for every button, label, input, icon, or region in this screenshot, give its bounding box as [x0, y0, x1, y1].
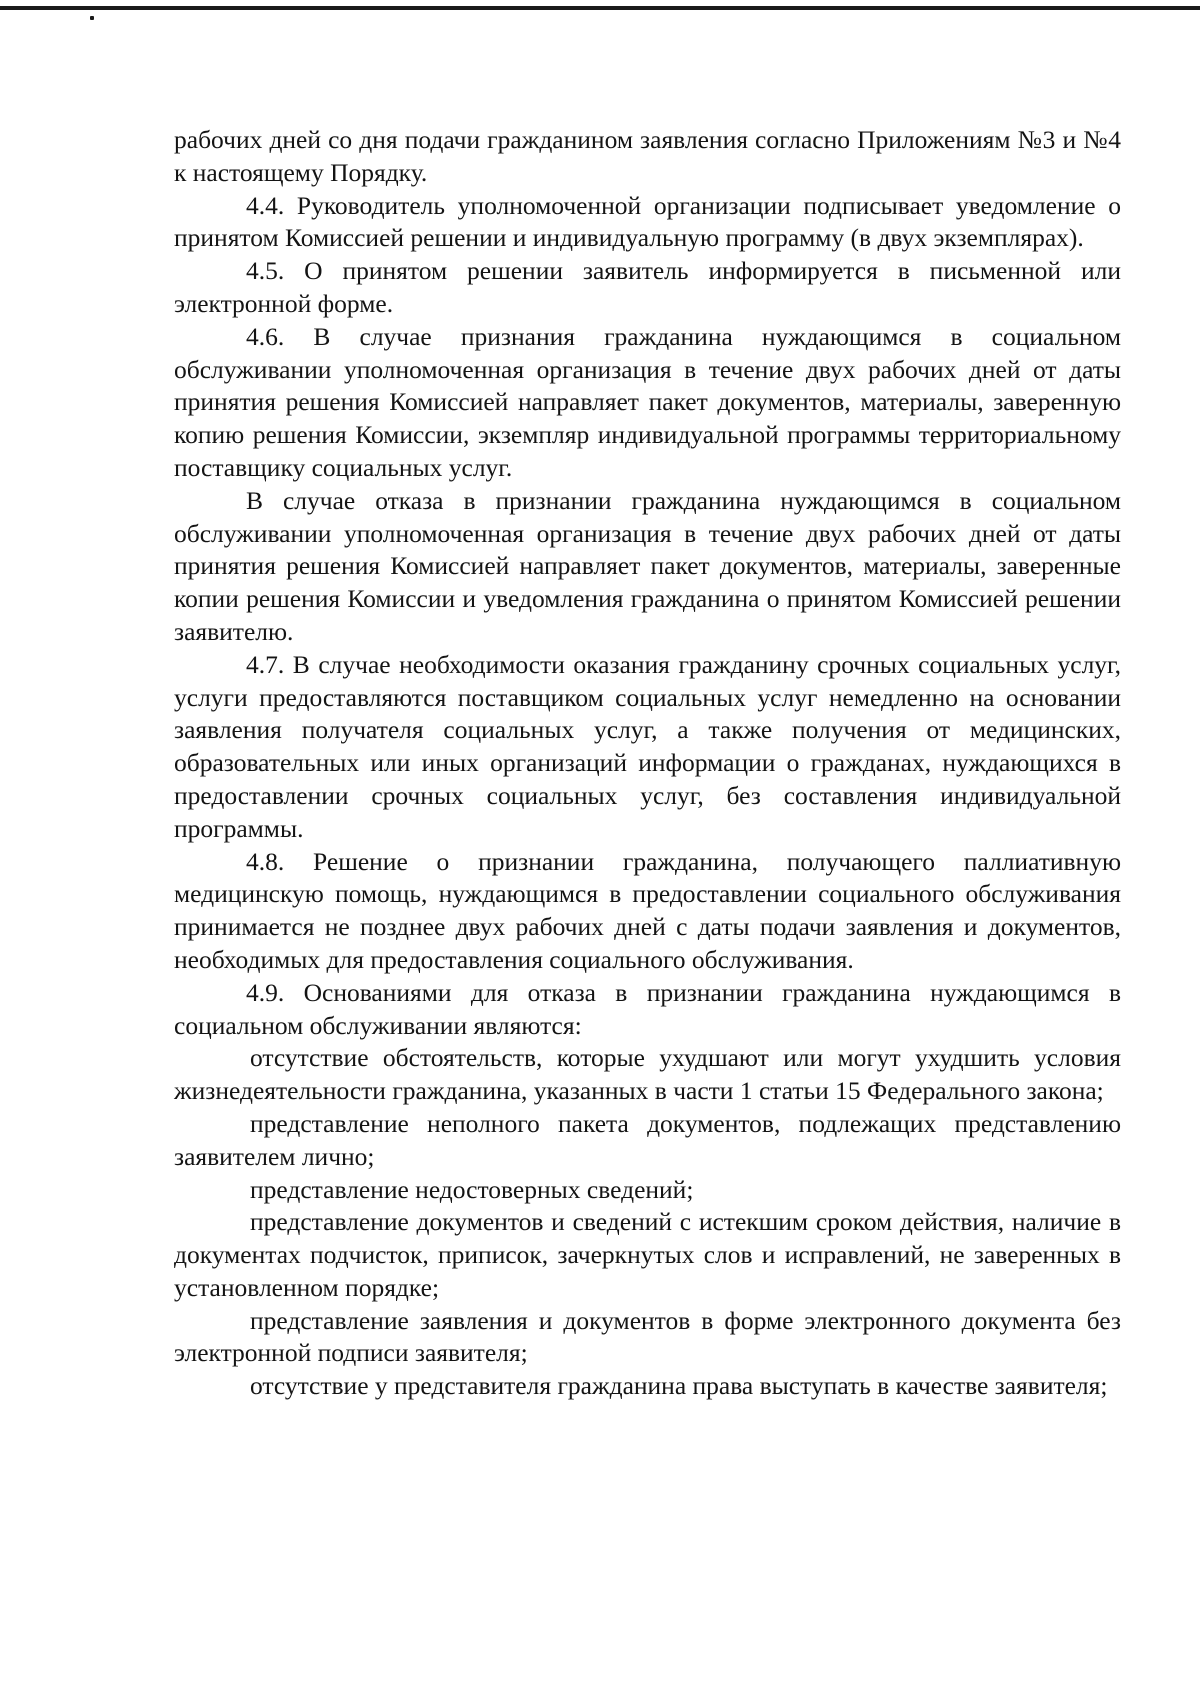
paragraph-4-6-refusal: В случае отказа в признании гражданина нуждающимся в социальном обслуживании уполномоченная организация в течение двух рабочих дней от даты принятия решения Комиссией направляет пакет документов, материалы, заверенные копии решения Комиссии и уведомления гражданина о принятом Комиссией решении заявителю. — [174, 485, 1121, 646]
scan-speck — [90, 16, 94, 20]
list-item-refusal-ground: отсутствие обстоятельств, которые ухудшают или могут ухудшить условия жизнедеятельности гражданина, указанных в части 1 статьи 15 Федерального закона; — [174, 1043, 1121, 1106]
list-item-refusal-ground: представление заявления и документов в форме электронного документа без электронной подписи заявителя; — [174, 1305, 1121, 1368]
document-page — [174, 124, 1121, 1403]
paragraph-4-9: 4.9. Основаниями для отказа в признании гражданина нуждающимся в социальном обслуживании являются: — [174, 977, 1121, 1040]
list-item-refusal-ground: представление недостоверных сведений; — [250, 1174, 694, 1204]
paragraph-4-4: 4.4. Руководитель уполномоченной организации подписывает уведомление о принятом Комиссией решении и индивидуальную программу (в двух экземплярах). — [174, 190, 1121, 253]
list-item-refusal-ground: представление неполного пакета документов, подлежащих представлению заявителем лично; — [174, 1108, 1121, 1171]
paragraph-4-5: 4.5. О принятом решении заявитель информируется в письменной или электронной форме. — [174, 256, 1121, 318]
paragraph-4-7: 4.7. В случае необходимости оказания гражданину срочных социальных услуг, услуги предоставляются поставщиком социальных услуг немедленно на основании заявления получателя социальных услуг, а также получения от медицинских, образовательных или иных организаций информации о гражданах, нуждающихся в предоставлении срочных социальных услуг, без составления индивидуальной программы. — [174, 649, 1121, 843]
paragraph-4-6: 4.6. В случае признания гражданина нуждающимся в социальном обслуживании уполномоченная организация в течение двух рабочих дней от даты принятия решения Комиссией направляет пакет документов, материалы, заверенную копию решения Комиссии, экземпляр индивидуальной программы территориальному поставщику социальных услуг. — [174, 321, 1121, 482]
paragraph-continuation: рабочих дней со дня подачи гражданином заявления согласно Приложениям №3 и №4 к настоящему Порядку. — [174, 125, 1121, 187]
list-item-refusal-ground: представление документов и сведений с истекшим сроком действия, наличие в документах подчисток, приписок, зачеркнутых слов и исправлений, не заверенных в установленном порядке; — [174, 1207, 1121, 1302]
scan-top-border — [0, 6, 1200, 10]
paragraph-4-8: 4.8. Решение о признании гражданина, получающего паллиативную медицинскую помощь, нуждающимся в предоставлении социального обслуживания принимается не позднее двух рабочих дней с даты подачи заявления и документов, необходимых для предоставления социального обслуживания. — [174, 846, 1121, 974]
list-item-refusal-ground: отсутствие у представителя гражданина права выступать в качестве заявителя; — [250, 1371, 1108, 1401]
